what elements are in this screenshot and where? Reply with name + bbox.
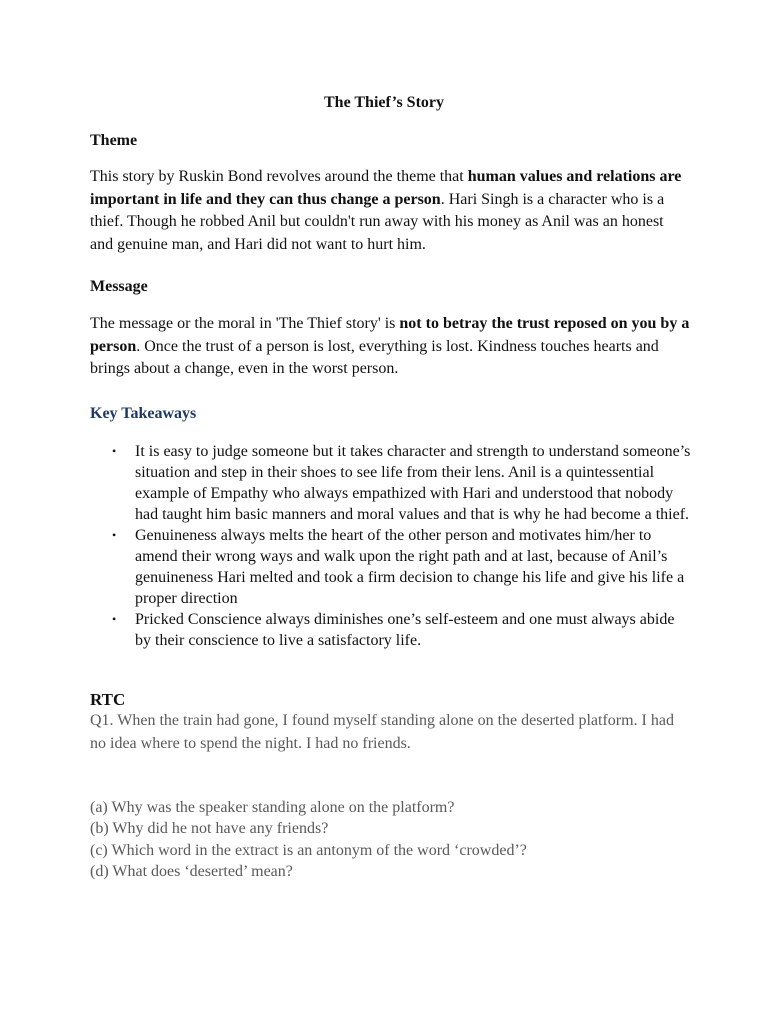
question-item: (d) What does ‘deserted’ mean? (90, 862, 293, 880)
theme-text-start: This story by Ruskin Bond revolves around the theme that (90, 168, 468, 185)
document-title: The Thief’s Story (324, 94, 444, 111)
message-text-start: The message or the moral in 'The Thief story' is (90, 315, 400, 332)
question-item: (a) Why was the speaker standing alone on the platform? (90, 799, 455, 816)
rtc-questions-list (90, 797, 690, 882)
rtc-heading: RTC (90, 690, 126, 709)
list-item-text: Pricked Conscience always diminishes one’s self-esteem and one must always abide by their conscience to live a satisfactory life. (135, 611, 675, 649)
list-item-text: Genuineness always melts the heart of the other person and motivates him/her to amend their wrong ways and walk upon the right path and at last, because of Anil’s genuineness Hari melted and took a firm decision to change his life and give his life a proper direction (135, 527, 685, 607)
key-takeaways-list (112, 441, 692, 651)
bullet-icon: • (112, 612, 117, 626)
theme-text-end: . Hari Singh is a character who is a thief. Though he robbed Anil but couldn't run away with his money as Anil was an honest and genuine man, and Hari did not want to hurt him. (90, 190, 665, 253)
theme-text-bold: human values and relations are important in life and they can thus change a person (90, 168, 682, 208)
list-item (112, 441, 692, 525)
list-item (112, 609, 692, 651)
theme-heading: Theme (90, 132, 138, 149)
key-takeaways-heading: Key Takeaways (90, 405, 197, 422)
bullet-icon: • (112, 444, 117, 458)
question-item: (b) Why did he not have any friends? (90, 820, 329, 838)
message-text-bold: not to betray the trust reposed on you by a person (90, 315, 690, 355)
question-item: (c) Which word in the extract is an antonym of the word ‘crowded’? (90, 841, 527, 859)
message-paragraph (90, 313, 690, 381)
theme-paragraph (90, 166, 690, 256)
message-text-end: . Once the trust of a person is lost, everything is lost. Kindness touches hearts and brings about a change, even in the worst person. (90, 337, 659, 377)
rtc-extract: Q1. When the train had gone, I found myself standing alone on the deserted platform. I had no idea where to spend the night. I had no friends. (90, 712, 674, 752)
list-item (112, 525, 692, 609)
list-item-text: It is easy to judge someone but it takes character and strength to understand someone’s situation and step in their shoes to see life from their lens. Anil is a quintessential example of Empathy who always empathized with Hari and understood that nobody had taught him basic manners and moral values and that is why he had become a thief. (135, 443, 691, 523)
bullet-icon: • (112, 528, 117, 542)
message-heading: Message (90, 278, 148, 295)
